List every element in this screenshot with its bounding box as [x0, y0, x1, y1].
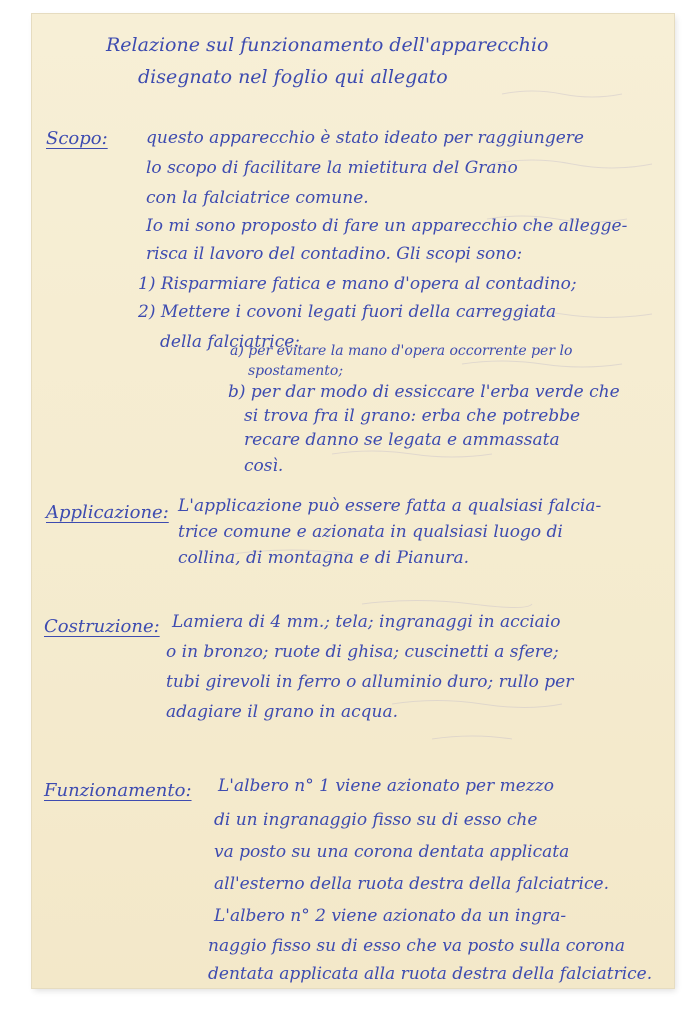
section-heading-applicazione: Applicazione: — [46, 502, 169, 523]
scopo-line-3: con la falciatrice comune. — [146, 188, 369, 208]
scopo-line-5: risca il lavoro del contadino. Gli scopi sono: — [146, 244, 523, 264]
section-heading-costruzione: Costruzione: — [44, 616, 160, 637]
scopo-line-7: 2) Mettere i covoni legati fuori della carreggiata — [138, 302, 557, 322]
costruzione-line-2: o in bronzo; ruote di ghisa; cuscinetti a sfere; — [166, 642, 559, 662]
scopo-line-8: della falciatrice: — [160, 332, 301, 352]
manuscript-page — [32, 14, 674, 988]
applicazione-line-3: collina, di montagna e di Pianura. — [178, 548, 470, 568]
scopo-line-1: questo apparecchio è stato ideato per raggiungere — [146, 128, 584, 148]
section-heading-scopo: Scopo: — [46, 128, 108, 149]
applicazione-line-1: L'applicazione può essere fatta a qualsiasi falcia- — [178, 496, 602, 516]
funzionamento-line-6: naggio fisso su di esso che va posto sulla corona — [208, 936, 625, 956]
scopo-sub-1: a) per evitare la mano d'opera occorrente per lo — [230, 343, 573, 359]
scopo-sub-4: si trova fra il grano: erba che potrebbe — [244, 406, 581, 426]
title-line-2: disegnato nel foglio qui allegato — [138, 66, 448, 88]
scopo-line-4: Io mi sono proposto di fare un apparecchio che allegge- — [146, 216, 628, 236]
title-line-1: Relazione sul funzionamento dell'apparecchio — [106, 34, 549, 56]
funzionamento-line-3: va posto su una corona dentata applicata — [214, 842, 570, 862]
scopo-sub-5: recare danno se legata e ammassata — [244, 430, 560, 450]
costruzione-line-1: Lamiera di 4 mm.; tela; ingranaggi in acciaio — [172, 612, 561, 632]
funzionamento-line-1: L'albero n° 1 viene azionato per mezzo — [218, 776, 554, 796]
scopo-line-6: 1) Risparmiare fatica e mano d'opera al contadino; — [138, 274, 577, 294]
scopo-sub-2: spostamento; — [248, 363, 344, 379]
scopo-sub-6: così. — [244, 456, 284, 476]
costruzione-line-3: tubi girevoli in ferro o alluminio duro; rullo per — [166, 672, 574, 692]
scopo-line-2: lo scopo di facilitare la mietitura del Grano — [146, 158, 518, 178]
funzionamento-line-7: dentata applicata alla ruota destra della falciatrice. — [208, 964, 653, 984]
funzionamento-line-4: all'esterno della ruota destra della falciatrice. — [214, 874, 609, 894]
costruzione-line-4: adagiare il grano in acqua. — [166, 702, 399, 722]
applicazione-line-2: trice comune e azionata in qualsiasi luogo di — [178, 522, 563, 542]
section-heading-funzionamento: Funzionamento: — [44, 780, 192, 801]
funzionamento-line-5: L'albero n° 2 viene azionato da un ingra- — [214, 906, 567, 926]
funzionamento-line-2: di un ingranaggio fisso su di esso che — [214, 810, 538, 830]
scopo-sub-3: b) per dar modo di essiccare l'erba verde che — [228, 382, 620, 402]
